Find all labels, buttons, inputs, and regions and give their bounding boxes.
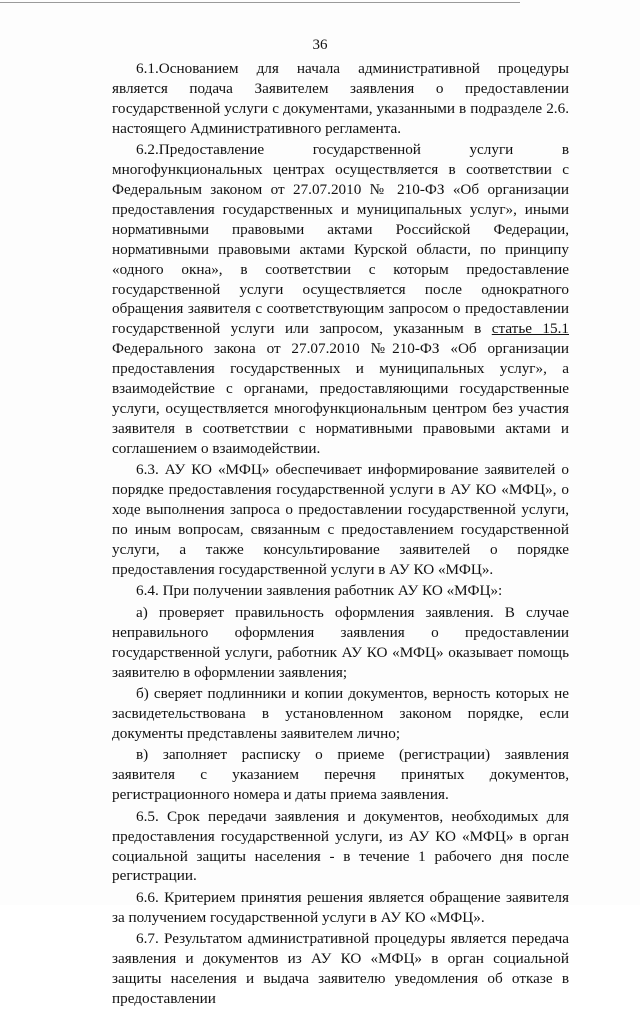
top-rule <box>0 2 520 3</box>
law-article-link[interactable]: статье 15.1 <box>491 320 570 338</box>
paragraph-6-4: 6.4. При получении заявления работник АУ КО «МФЦ»: <box>136 582 503 600</box>
paragraph-6-4-v: в) заполняет расписку о приеме (регистрации) заявления заявителя с указанием перечня принятых документов, регистрационного номера и даты приема заявления. <box>112 746 569 804</box>
paragraph-6-4-a: а) проверяет правильность оформления заявления. В случае неправильного оформления заявления о предоставлении государственной услуги, работник АУ КО «МФЦ» оказывает помощь заявителю в оформлении заявления; <box>112 603 569 681</box>
paragraph-6-7: 6.7. Результатом административной процедуры является передача заявления и документов из АУ КО «МФЦ» в орган социальной защиты населения и выдача заявителю уведомления об отказе в предоставлении <box>112 930 569 1008</box>
paragraph-6-3: 6.3. АУ КО «МФЦ» обеспечивает информирование заявителей о порядке предоставления государственной услуги в АУ КО «МФЦ», о ходе выполнения запроса о предоставлении государственной услуги, по иным вопросам, связанным с предоставлением государственной услуги, а также консультирование заявителей о порядке предоставления государственной услуги в АУ КО «МФЦ». <box>112 461 569 578</box>
paragraph-6-2: 6.2.Предоставление государственной услуги в многофункциональных центрах осуществляется в соответствии с Федеральным законом от 27.07.2010 № 210-ФЗ «Об организации предоставления государственных и муниципальных услуг», иными нормативными правовыми актами Российской Федерации, нормативными правовыми актами Курской области, по принципу «одного окна», в соответствии с которым предоставление государственной услуги осуществляется после однократного обращения заявителя с соответствующим запросом о предоставлении государственной услуги или запросом, указанным в статье 15.1 Федерального закона от 27.07.2010 №210-ФЗ «Об организации предоставления государственных и муниципальных услуг», а взаимодействие с органами, предоставляющими государственные услуги, осуществляется многофункциональным центром без участия заявителя в соответствии с нормативными правовыми актами и соглашением о взаимодействии. <box>112 141 570 457</box>
paragraph-6-4-b: б) сверяет подлинники и копии документов, верность которых не засвидетельствована в установленном законом порядке, если документы представлены заявителем лично; <box>112 685 569 742</box>
document-body <box>112 59 569 1011</box>
paragraph-6-1: 6.1.Основанием для начала административной процедуры является подача Заявителем заявления о предоставлении государственной услуги с документами, указанными в подразделе 2.6. настоящего Административного регламента. <box>112 60 569 137</box>
paragraph-6-5: 6.5. Срок передачи заявления и документов, необходимых для предоставления государственной услуги, из АУ КО «МФЦ» в орган социальной защиты населения - в течение 1 рабочего дня после регистрации. <box>112 807 569 885</box>
page-number: 36 <box>312 37 328 53</box>
paragraph-6-6: 6.6. Критерием принятия решения является обращение заявителя за получением государственной услуги в АУ КО «МФЦ». <box>112 888 569 926</box>
